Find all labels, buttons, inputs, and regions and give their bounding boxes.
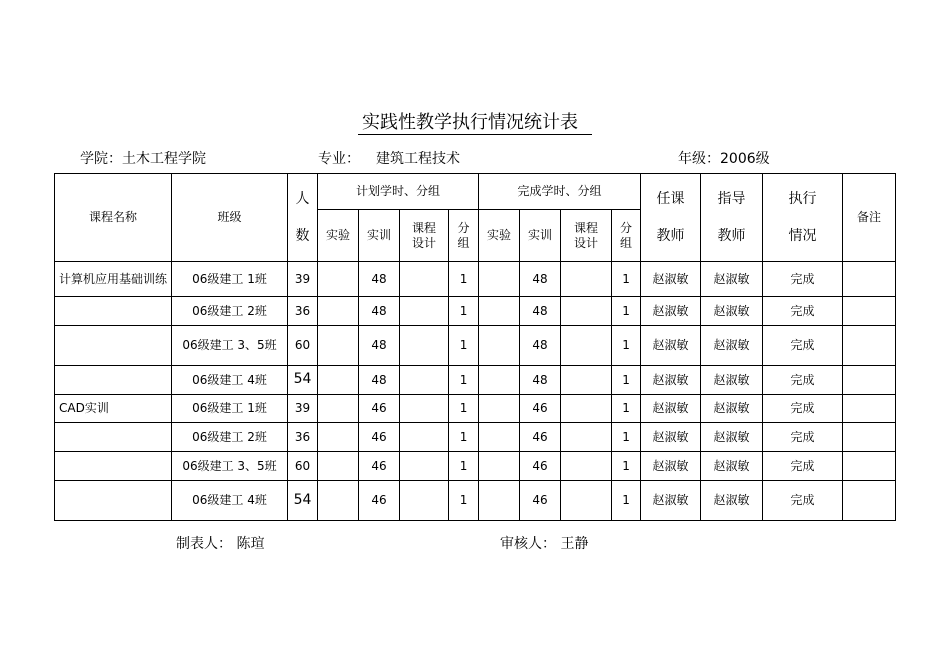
cell-guide: 赵淑敏: [701, 366, 763, 395]
table-row: [55, 423, 896, 452]
cell-p-train: 46: [359, 481, 400, 521]
cell-p-design: [400, 262, 449, 297]
cell-c-group: 1: [612, 366, 641, 395]
cell-p-train: 48: [359, 297, 400, 326]
cell-teacher: 赵淑敏: [641, 262, 701, 297]
grade-label: 年级：2006级: [678, 151, 770, 167]
reviewer: 审核人： 王静: [500, 536, 589, 552]
cell-teacher: 赵淑敏: [641, 481, 701, 521]
cell-course: [55, 423, 172, 452]
header-teacher: 任课 教师: [641, 174, 701, 262]
cell-c-train: 46: [520, 395, 561, 423]
cell-people: 36: [288, 297, 318, 326]
cell-c-exp: [479, 423, 520, 452]
cell-course: [55, 326, 172, 366]
cell-p-train: 48: [359, 262, 400, 297]
statistics-table: [54, 173, 896, 521]
header-guide: 指导 教师: [701, 174, 763, 262]
cell-p-group: 1: [449, 452, 479, 481]
cell-status: 完成: [763, 326, 843, 366]
cell-class: 06级建工 4班: [172, 481, 288, 521]
cell-course: [55, 366, 172, 395]
cell-status: 完成: [763, 262, 843, 297]
cell-c-group: 1: [612, 297, 641, 326]
header-completed: 完成学时、分组: [479, 174, 641, 210]
cell-remarks: [843, 262, 896, 297]
cell-c-design: [561, 326, 612, 366]
cell-c-train: 48: [520, 366, 561, 395]
cell-teacher: 赵淑敏: [641, 423, 701, 452]
cell-remarks: [843, 423, 896, 452]
cell-p-train: 48: [359, 326, 400, 366]
cell-people: 60: [288, 452, 318, 481]
cell-c-exp: [479, 395, 520, 423]
cell-p-exp: [318, 395, 359, 423]
cell-status: 完成: [763, 395, 843, 423]
cell-remarks: [843, 452, 896, 481]
cell-people: 54: [288, 481, 318, 521]
cell-p-design: [400, 481, 449, 521]
preparer: 制表人： 陈瑄: [176, 536, 265, 552]
cell-c-design: [561, 366, 612, 395]
cell-people: 54: [288, 366, 318, 395]
cell-people: 60: [288, 326, 318, 366]
cell-p-group: 1: [449, 423, 479, 452]
cell-p-group: 1: [449, 481, 479, 521]
cell-p-train: 46: [359, 452, 400, 481]
cell-c-train: 48: [520, 326, 561, 366]
cell-p-group: 1: [449, 395, 479, 423]
cell-p-exp: [318, 297, 359, 326]
cell-guide: 赵淑敏: [701, 297, 763, 326]
cell-course: 计算机应用基础训练: [55, 262, 172, 297]
cell-course: [55, 481, 172, 521]
cell-class: 06级建工 1班: [172, 262, 288, 297]
cell-c-exp: [479, 297, 520, 326]
cell-teacher: 赵淑敏: [641, 452, 701, 481]
header-planned-design: 课程 设计: [400, 210, 449, 262]
major-label: 专业：: [318, 151, 360, 167]
cell-p-group: 1: [449, 297, 479, 326]
cell-c-train: 46: [520, 452, 561, 481]
cell-remarks: [843, 366, 896, 395]
cell-remarks: [843, 395, 896, 423]
cell-status: 完成: [763, 423, 843, 452]
header-planned-experiment: 实验: [318, 210, 359, 262]
table-row: [55, 262, 896, 297]
cell-c-group: 1: [612, 452, 641, 481]
cell-c-design: [561, 262, 612, 297]
cell-class: 06级建工 1班: [172, 395, 288, 423]
cell-course: CAD实训: [55, 395, 172, 423]
cell-remarks: [843, 297, 896, 326]
document-title: 实践性教学执行情况统计表: [0, 108, 950, 134]
college-label: 学院：土木工程学院: [80, 151, 206, 167]
cell-c-train: 46: [520, 423, 561, 452]
cell-p-design: [400, 395, 449, 423]
cell-p-design: [400, 366, 449, 395]
cell-teacher: 赵淑敏: [641, 366, 701, 395]
cell-c-group: 1: [612, 481, 641, 521]
cell-people: 36: [288, 423, 318, 452]
cell-teacher: 赵淑敏: [641, 326, 701, 366]
header-class: 班级: [172, 174, 288, 262]
cell-c-group: 1: [612, 423, 641, 452]
cell-c-design: [561, 481, 612, 521]
table-row: [55, 395, 896, 423]
cell-guide: 赵淑敏: [701, 395, 763, 423]
cell-status: 完成: [763, 452, 843, 481]
cell-course: [55, 297, 172, 326]
cell-guide: 赵淑敏: [701, 423, 763, 452]
cell-status: 完成: [763, 481, 843, 521]
major-value: 建筑工程技术: [376, 151, 460, 167]
cell-c-group: 1: [612, 262, 641, 297]
table-row: [55, 297, 896, 326]
header-completed-design: 课程 设计: [561, 210, 612, 262]
cell-c-group: 1: [612, 395, 641, 423]
cell-c-design: [561, 423, 612, 452]
cell-p-exp: [318, 452, 359, 481]
cell-people: 39: [288, 395, 318, 423]
table-row: [55, 326, 896, 366]
cell-p-design: [400, 452, 449, 481]
cell-c-exp: [479, 366, 520, 395]
cell-p-exp: [318, 326, 359, 366]
header-people: 人 数: [288, 174, 318, 262]
cell-c-design: [561, 395, 612, 423]
cell-p-design: [400, 326, 449, 366]
header-planned-training: 实训: [359, 210, 400, 262]
cell-guide: 赵淑敏: [701, 262, 763, 297]
cell-p-group: 1: [449, 262, 479, 297]
header-completed-group: 分 组: [612, 210, 641, 262]
header-course: 课程名称: [55, 174, 172, 262]
cell-p-exp: [318, 481, 359, 521]
cell-p-group: 1: [449, 366, 479, 395]
cell-p-design: [400, 423, 449, 452]
cell-class: 06级建工 3、5班: [172, 326, 288, 366]
cell-c-train: 48: [520, 262, 561, 297]
cell-c-design: [561, 452, 612, 481]
header-planned-group: 分 组: [449, 210, 479, 262]
cell-c-design: [561, 297, 612, 326]
cell-c-group: 1: [612, 326, 641, 366]
cell-p-exp: [318, 423, 359, 452]
cell-p-exp: [318, 366, 359, 395]
table-row: [55, 366, 896, 395]
cell-c-exp: [479, 481, 520, 521]
cell-p-train: 48: [359, 366, 400, 395]
header-planned: 计划学时、分组: [318, 174, 479, 210]
cell-p-train: 46: [359, 423, 400, 452]
cell-class: 06级建工 3、5班: [172, 452, 288, 481]
cell-guide: 赵淑敏: [701, 452, 763, 481]
header-completed-training: 实训: [520, 210, 561, 262]
cell-people: 39: [288, 262, 318, 297]
table-row: [55, 452, 896, 481]
cell-remarks: [843, 481, 896, 521]
cell-class: 06级建工 4班: [172, 366, 288, 395]
cell-course: [55, 452, 172, 481]
header-remarks: 备注: [843, 174, 896, 262]
cell-p-design: [400, 297, 449, 326]
cell-p-exp: [318, 262, 359, 297]
cell-remarks: [843, 326, 896, 366]
cell-p-train: 46: [359, 395, 400, 423]
header-row-1: [55, 174, 896, 210]
cell-teacher: 赵淑敏: [641, 395, 701, 423]
cell-c-exp: [479, 326, 520, 366]
cell-class: 06级建工 2班: [172, 297, 288, 326]
header-completed-experiment: 实验: [479, 210, 520, 262]
cell-c-train: 48: [520, 297, 561, 326]
header-exec: 执行 情况: [763, 174, 843, 262]
cell-p-group: 1: [449, 326, 479, 366]
cell-status: 完成: [763, 366, 843, 395]
cell-guide: 赵淑敏: [701, 326, 763, 366]
cell-guide: 赵淑敏: [701, 481, 763, 521]
cell-teacher: 赵淑敏: [641, 297, 701, 326]
table-row: [55, 481, 896, 521]
cell-c-train: 46: [520, 481, 561, 521]
cell-c-exp: [479, 262, 520, 297]
cell-status: 完成: [763, 297, 843, 326]
cell-class: 06级建工 2班: [172, 423, 288, 452]
cell-c-exp: [479, 452, 520, 481]
